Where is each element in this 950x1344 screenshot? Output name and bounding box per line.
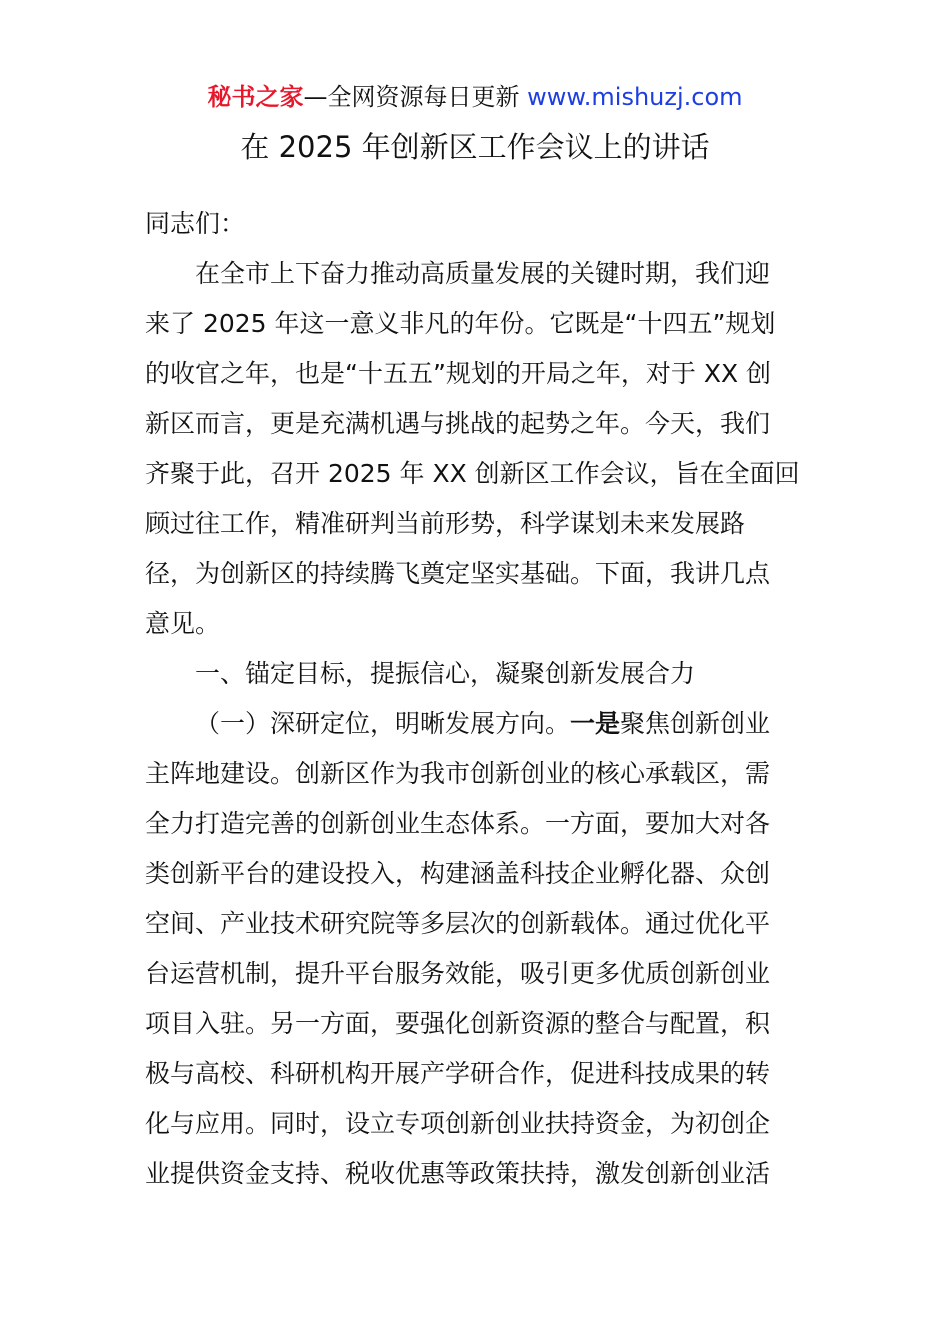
- paragraph-line: 顾过往工作，精准研判当前形势，科学谋划未来发展路: [145, 509, 746, 538]
- paragraph-line: 径，为创新区的持续腾飞奠定坚实基础。下面，我讲几点: [145, 559, 771, 588]
- paragraph-line: 化与应用。同时，设立专项创新创业扶持资金，为初创企: [145, 1109, 771, 1138]
- paragraph-line: 类创新平台的建设投入，构建涵盖科技企业孵化器、众创: [145, 859, 771, 888]
- salutation: 同志们：: [145, 209, 246, 238]
- section-heading: 一、锚定目标，提振信心，凝聚创新发展合力: [195, 659, 696, 688]
- paragraph-line: 的收官之年，也是“十五五”规划的开局之年，对于 XX 创: [145, 359, 772, 388]
- paragraph-line: 新区而言，更是充满机遇与挑战的起势之年。今天，我们: [145, 409, 771, 438]
- paragraph-line: 业提供资金支持、税收优惠等政策扶持，激发创新创业活: [145, 1159, 771, 1188]
- paragraph-line: 空间、产业技术研究院等多层次的创新载体。通过优化平: [145, 909, 771, 938]
- subsection-line-rest: 聚焦创新创业: [620, 709, 771, 738]
- document-title: 在 2025 年创新区工作会议上的讲话: [240, 130, 710, 164]
- paragraph-line: 极与高校、科研机构开展产学研合作，促进科技成果的转: [145, 1059, 771, 1088]
- paragraph-line: 意见。: [145, 609, 221, 638]
- lead-bold-marker: 一是: [570, 709, 621, 738]
- brand-name: 秘书之家: [207, 83, 304, 111]
- paragraph-line: 在全市上下奋力推动高质量发展的关键时期，我们迎: [195, 259, 771, 288]
- site-banner: [0, 80, 950, 114]
- banner-slogan: —全网资源每日更新: [303, 83, 528, 111]
- subsection-heading: （一）深研定位，明晰发展方向。: [195, 709, 571, 738]
- paragraph-line: 主阵地建设。创新区作为我市创新创业的核心承载区，需: [145, 759, 771, 788]
- paragraph-line: 项目入驻。另一方面，要强化创新资源的整合与配置，积: [145, 1009, 771, 1038]
- site-url-link[interactable]: www.mishuzj.com: [527, 83, 743, 111]
- paragraph-line: 齐聚于此，召开 2025 年 XX 创新区工作会议，旨在全面回: [145, 459, 800, 488]
- paragraph-line: 台运营机制，提升平台服务效能，吸引更多优质创新创业: [145, 959, 771, 988]
- paragraph-line: 全力打造完善的创新创业生态体系。一方面，要加大对各: [145, 809, 771, 838]
- paragraph-line: 来了 2025 年这一意义非凡的年份。它既是“十四五”规划: [145, 309, 776, 338]
- subsection-first-line: [145, 699, 810, 749]
- document-body: [145, 199, 810, 1199]
